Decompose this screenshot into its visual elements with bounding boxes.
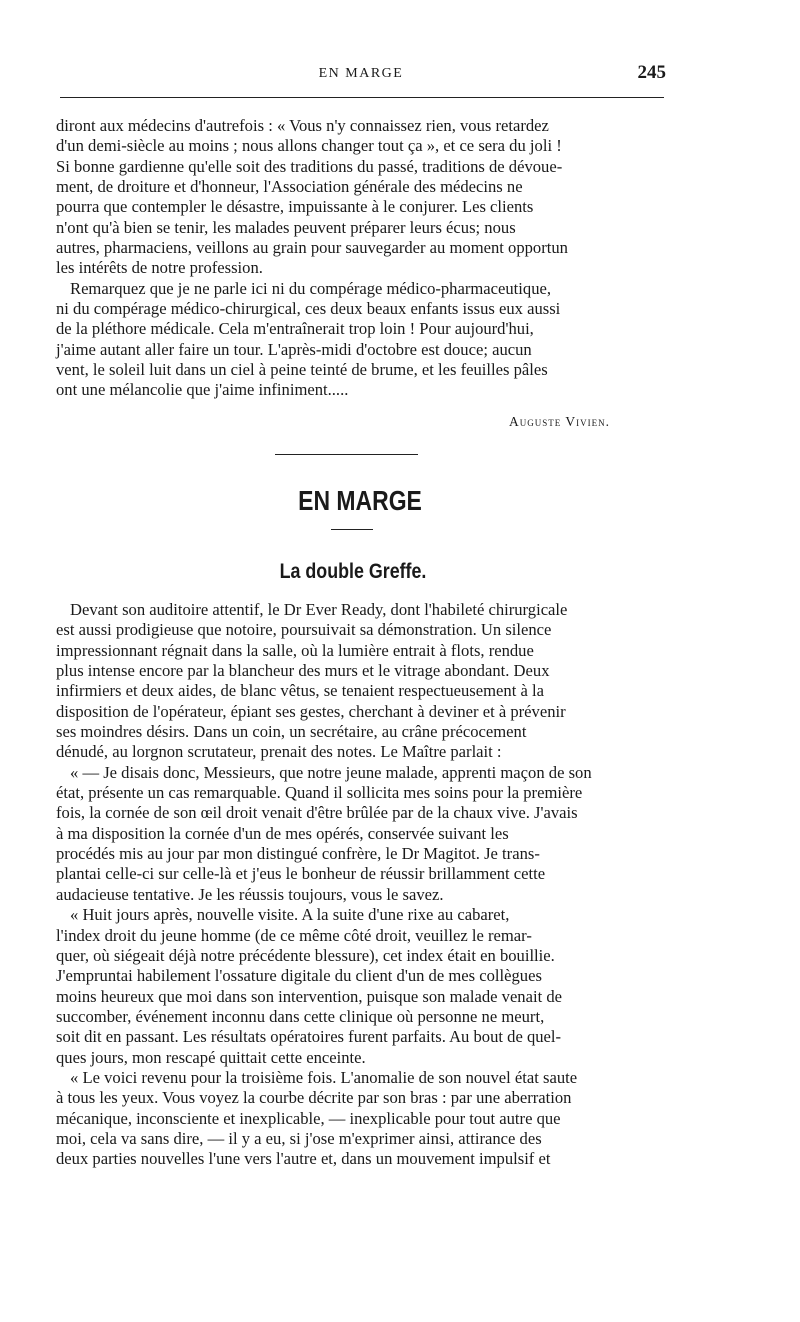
text-line: ni du compérage médico-chirurgical, ces deux beaux enfants issus eux aussi xyxy=(56,299,561,319)
header-rule xyxy=(60,97,664,98)
text-line: « Le voici revenu pour la troisième fois. L'anomalie de son nouvel état saute xyxy=(70,1067,578,1087)
text-line: disposition de l'opérateur, épiant ses gestes, cherchant à deviner et à prévenir xyxy=(56,701,566,721)
section-separator-rule xyxy=(275,454,418,455)
text-line: impressionnant régnait dans la salle, où la lumière entrait à flots, rendue xyxy=(56,640,534,660)
text-line: audacieuse tentative. Je les réussis toujours, vous le savez. xyxy=(56,884,444,904)
text-line: ment, de droiture et d'honneur, l'Association générale des médecins ne xyxy=(56,177,523,197)
text-line: état, présente un cas remarquable. Quand il sollicita mes soins pour la première xyxy=(56,783,583,803)
page-number: 245 xyxy=(637,62,666,83)
text-line: dénudé, au lorgnon scrutateur, prenait des notes. Le Maître parlait : xyxy=(56,742,502,762)
text-line: « — Je disais donc, Messieurs, que notre jeune malade, apprenti maçon de son xyxy=(70,762,592,782)
text-line: les intérêts de notre profession. xyxy=(56,258,263,278)
text-line: J'empruntai habilement l'ossature digitale du client d'un de mes collègues xyxy=(56,966,542,986)
text-line: moins heureux que moi dans son intervention, puisque son malade venait de xyxy=(56,986,563,1006)
text-line: ques jours, mon rescapé quittait cette enceinte. xyxy=(56,1047,366,1067)
text-line: vent, le soleil luit dans un ciel à peine teinté de brume, et les feuilles pâles xyxy=(56,360,548,380)
text-line: à tous les yeux. Vous voyez la courbe décrite par son bras : par une aberration xyxy=(56,1088,572,1108)
text-line: Remarquez que je ne parle ici ni du compérage médico-pharmaceutique, xyxy=(70,278,551,298)
author-signature: Auguste Vivien. xyxy=(509,414,610,429)
story-text xyxy=(56,600,668,1170)
text-line: l'index droit du jeune homme (de ce même côté droit, veuillez le remar- xyxy=(56,925,532,945)
text-line: succomber, événement inconnu dans cette clinique où personne ne meurt, xyxy=(56,1006,545,1026)
text-line: diront aux médecins d'autrefois : « Vous n'y connaissez rien, vous retardez xyxy=(56,116,549,135)
text-line: ont une mélancolie que j'aime infiniment..... xyxy=(56,380,349,400)
section-title: EN MARGE xyxy=(298,485,422,516)
previous-article-text xyxy=(56,116,668,401)
text-line: ses moindres désirs. Dans un coin, un secrétaire, au crâne précocement xyxy=(56,722,527,742)
text-line: n'ont qu'à bien se tenir, les malades peuvent préparer leurs écus; nous xyxy=(56,217,516,237)
text-line: Devant son auditoire attentif, le Dr Ever Ready, dont l'habileté chirurgicale xyxy=(70,600,568,619)
text-line: plus intense encore par la blancheur des murs et le vitrage abondant. Deux xyxy=(56,661,550,681)
text-line: autres, pharmaciens, veillons au grain pour sauvegarder au moment opportun xyxy=(56,238,568,258)
text-line: moi, cela va sans dire, — il y a eu, si j'ose m'exprimer ainsi, attirance des xyxy=(56,1128,542,1148)
text-line: j'aime autant aller faire un tour. L'après-midi d'octobre est douce; aucun xyxy=(56,339,532,359)
text-line: procédés mis au jour par mon distingué confrère, le Dr Magitot. Je trans- xyxy=(56,844,540,864)
title-underline-rule xyxy=(331,529,373,530)
text-line: Si bonne gardienne qu'elle soit des traditions du passé, traditions de dévoue- xyxy=(56,156,563,176)
text-line: quer, où siégeait déjà notre précédente blessure), cet index était en bouillie. xyxy=(56,945,555,965)
text-line: infirmiers et deux aides, de blanc vêtus, se tenaient respectueusement à la xyxy=(56,681,544,701)
running-head xyxy=(56,62,666,86)
text-line: pourra que contempler le désastre, impuissante à le conjurer. Les clients xyxy=(56,197,534,217)
text-line: deux parties nouvelles l'une vers l'autre et, dans un mouvement impulsif et xyxy=(56,1149,551,1169)
text-line: fois, la cornée de son œil droit venait d'être brûlée par de la chaux vive. J'avais xyxy=(56,803,578,823)
text-line: de la pléthore médicale. Cela m'entraînerait trop loin ! Pour aujourd'hui, xyxy=(56,319,534,339)
text-line: mécanique, inconsciente et inexplicable, — inexplicable pour tout autre que xyxy=(56,1108,561,1128)
story-subtitle: La double Greffe. xyxy=(279,560,427,583)
text-line: « Huit jours après, nouvelle visite. A la suite d'une rixe au cabaret, xyxy=(70,905,510,925)
text-line: d'un demi-siècle au moins ; nous allons changer tout ça », et ce sera du joli ! xyxy=(56,136,562,156)
text-line: à ma disposition la cornée d'un de mes opérés, conservée suivant les xyxy=(56,823,509,843)
text-line: soit dit en passant. Les résultats opératoires furent parfaits. Au bout de quel- xyxy=(56,1027,562,1047)
running-head-title: EN MARGE xyxy=(318,66,404,81)
text-line: est aussi prodigieuse que notoire, poursuivait sa démonstration. Un silence xyxy=(56,620,552,640)
text-line: plantai celle-ci sur celle-là et j'eus le bonheur de réussir brillamment cette xyxy=(56,864,546,884)
